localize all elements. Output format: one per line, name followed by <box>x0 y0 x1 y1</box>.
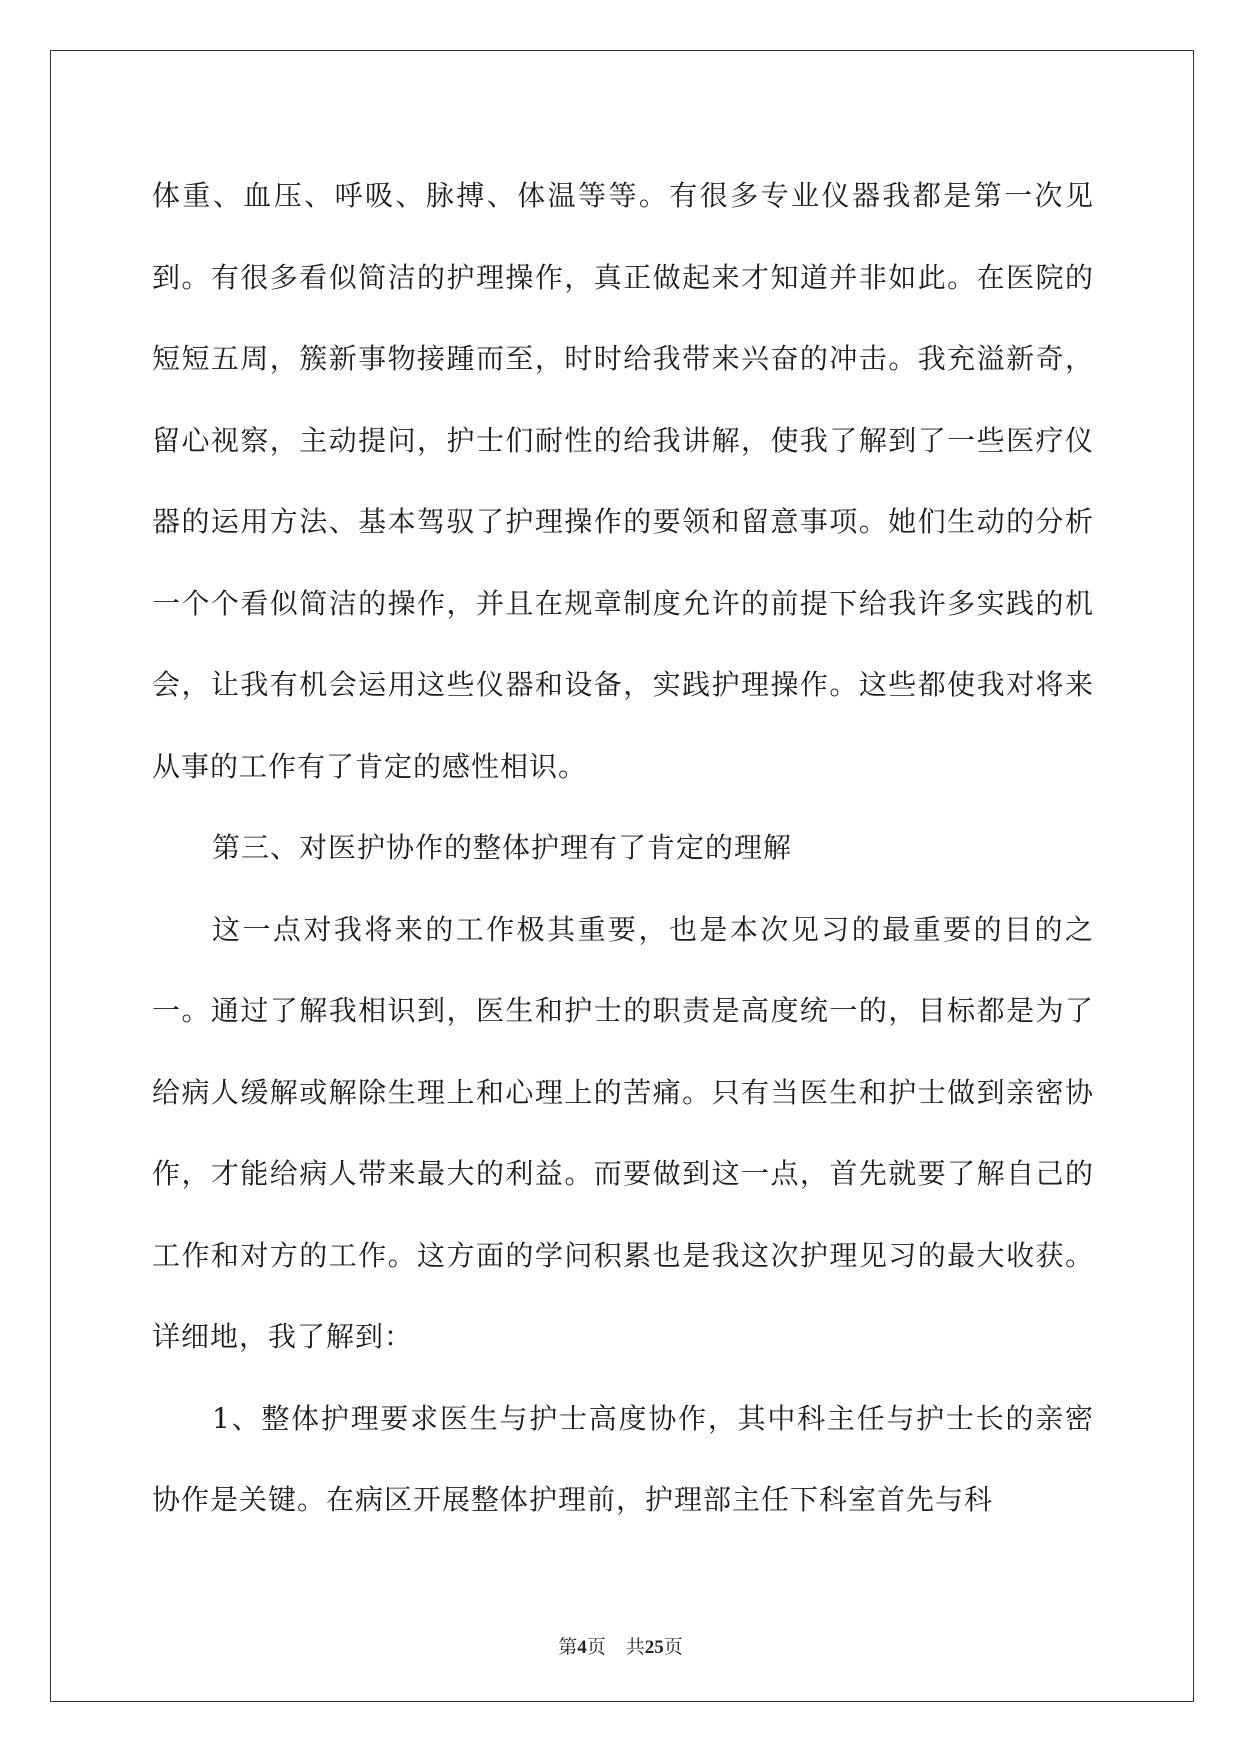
paragraph: 这一点对我将来的工作极其重要，也是本次见习的最重要的目的之一。通过了解我相识到，医生和护士的职责是高度统一的，目标都是为了给病人缓解或解除生理上和心理上的苦痛。只有当医生和护士做到亲密协作，才能给病人带来最大的利益。而要做到这一点，首先就要了解自己的工作和对方的工作。这方面的学问积累也是我这次护理见习的最大收获。详细地，我了解到： <box>152 912 1094 1353</box>
page-footer <box>0 1632 1241 1659</box>
section-heading: 第三、对医护协作的整体护理有了肯定的理解 <box>212 831 793 864</box>
total-suffix: 页 <box>663 1636 683 1658</box>
total-prefix: 共 <box>625 1636 645 1658</box>
document-body <box>152 155 1094 1541</box>
page-number: 4 <box>577 1637 587 1658</box>
total-pages: 25 <box>644 1637 664 1658</box>
page-prefix: 第 <box>558 1636 578 1658</box>
page-suffix: 页 <box>586 1636 606 1658</box>
paragraph-continued: 体重、血压、呼吸、脉搏、体温等等。有很多专业仪器我都是第一次见到。有很多看似简洁的护理操作，真正做起来才知道并非如此。在医院的短短五周，簇新事物接踵而至，时时给我带来兴奋的冲击。我充溢新奇，留心视察，主动提问，护士们耐性的给我讲解，使我了解到了一些医疗仪器的运用方法、基本驾驭了护理操作的要领和留意事项。她们生动的分析一个个看似简洁的操作，并且在规章制度允许的前提下给我许多实践的机会，让我有机会运用这些仪器和设备，实践护理操作。这些都使我对将来从事的工作有了肯定的感性相识。 <box>152 179 1094 783</box>
numbered-paragraph: 1、整体护理要求医生与护士高度协作，其中科主任与护士长的亲密协作是关键。在病区开展整体护理前，护理部主任下科室首先与科 <box>152 1401 1094 1516</box>
